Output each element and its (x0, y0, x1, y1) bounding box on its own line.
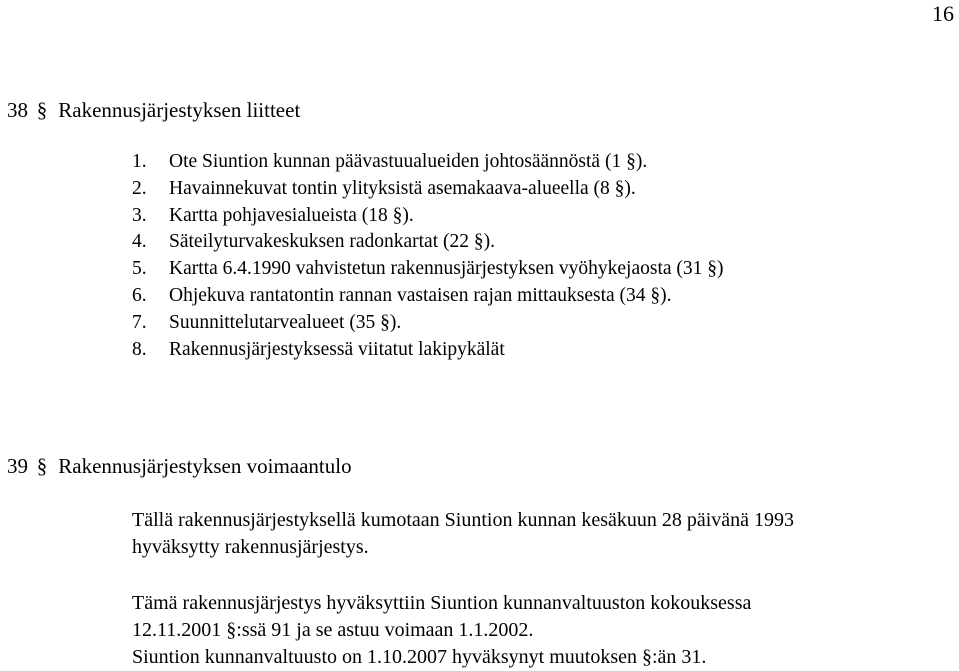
list-item-text: Rakennusjärjestyksessä viitatut lakipykälät (169, 338, 505, 360)
list-item (132, 283, 724, 310)
section-38-heading (7, 97, 300, 123)
page-number: 16 (932, 1, 954, 26)
section-39-title: Rakennusjärjestyksen voimaantulo (58, 454, 352, 478)
paragraph-line: 12.11.2001 §:ssä 91 ja se astuu voimaan 1.1.2002. (132, 619, 534, 641)
list-item-number: 6. (132, 284, 147, 306)
section-38-title: Rakennusjärjestyksen liitteet (58, 98, 301, 122)
section-38-symbol: § (36, 98, 48, 122)
list-item (132, 310, 724, 337)
section-38-number: 38 (7, 98, 28, 122)
list-item-text: Ohjekuva rantatontin rannan vastaisen rajan mittauksesta (34 §). (169, 284, 672, 306)
list-item-text: Suunnittelutarvealueet (35 §). (169, 311, 402, 333)
list-item-text: Ote Siuntion kunnan päävastuualueiden johtosäännöstä (1 §). (169, 151, 648, 172)
list-item-text: Havainnekuvat tontin ylityksistä asemakaava-alueella (8 §). (169, 177, 636, 199)
list-item (132, 203, 724, 230)
section-39-number: 39 (7, 454, 28, 478)
list-item-number: 7. (132, 311, 147, 333)
repeal-paragraph (132, 507, 794, 561)
list-item-text: Säteilyturvakeskuksen radonkartat (22 §). (169, 231, 495, 253)
list-item-text: Kartta 6.4.1990 vahvistetun rakennusjärjestyksen vyöhykejaosta (31 §) (169, 258, 724, 280)
paragraph-line: Tällä rakennusjärjestyksellä kumotaan Siuntion kunnan kesäkuun 28 päivänä 1993 (132, 509, 795, 531)
attachment-list (132, 149, 724, 363)
list-item-number: 2. (132, 177, 147, 199)
list-item-number: 3. (132, 204, 147, 226)
list-item (132, 337, 724, 364)
section-39-symbol: § (36, 454, 48, 478)
list-item (132, 149, 724, 176)
list-item-number: 8. (132, 338, 147, 360)
list-item-number: 5. (132, 258, 147, 280)
list-item (132, 229, 724, 256)
paragraph-line: hyväksytty rakennusjärjestys. (132, 536, 369, 558)
paragraph-line: Tämä rakennusjärjestys hyväksyttiin Siuntion kunnanvaltuuston kokouksessa (132, 592, 752, 614)
list-item-text: Kartta pohjavesialueista (18 §). (169, 204, 414, 226)
list-item-number: 4. (132, 231, 147, 253)
list-item (132, 256, 724, 283)
paragraph-line: Siuntion kunnanvaltuusto on 1.10.2007 hyväksynyt muutoksen §:än 31. (132, 646, 707, 668)
list-item-number: 1. (132, 151, 147, 172)
section-39-heading (7, 453, 352, 479)
approval-paragraph (132, 590, 751, 671)
list-item (132, 176, 724, 203)
